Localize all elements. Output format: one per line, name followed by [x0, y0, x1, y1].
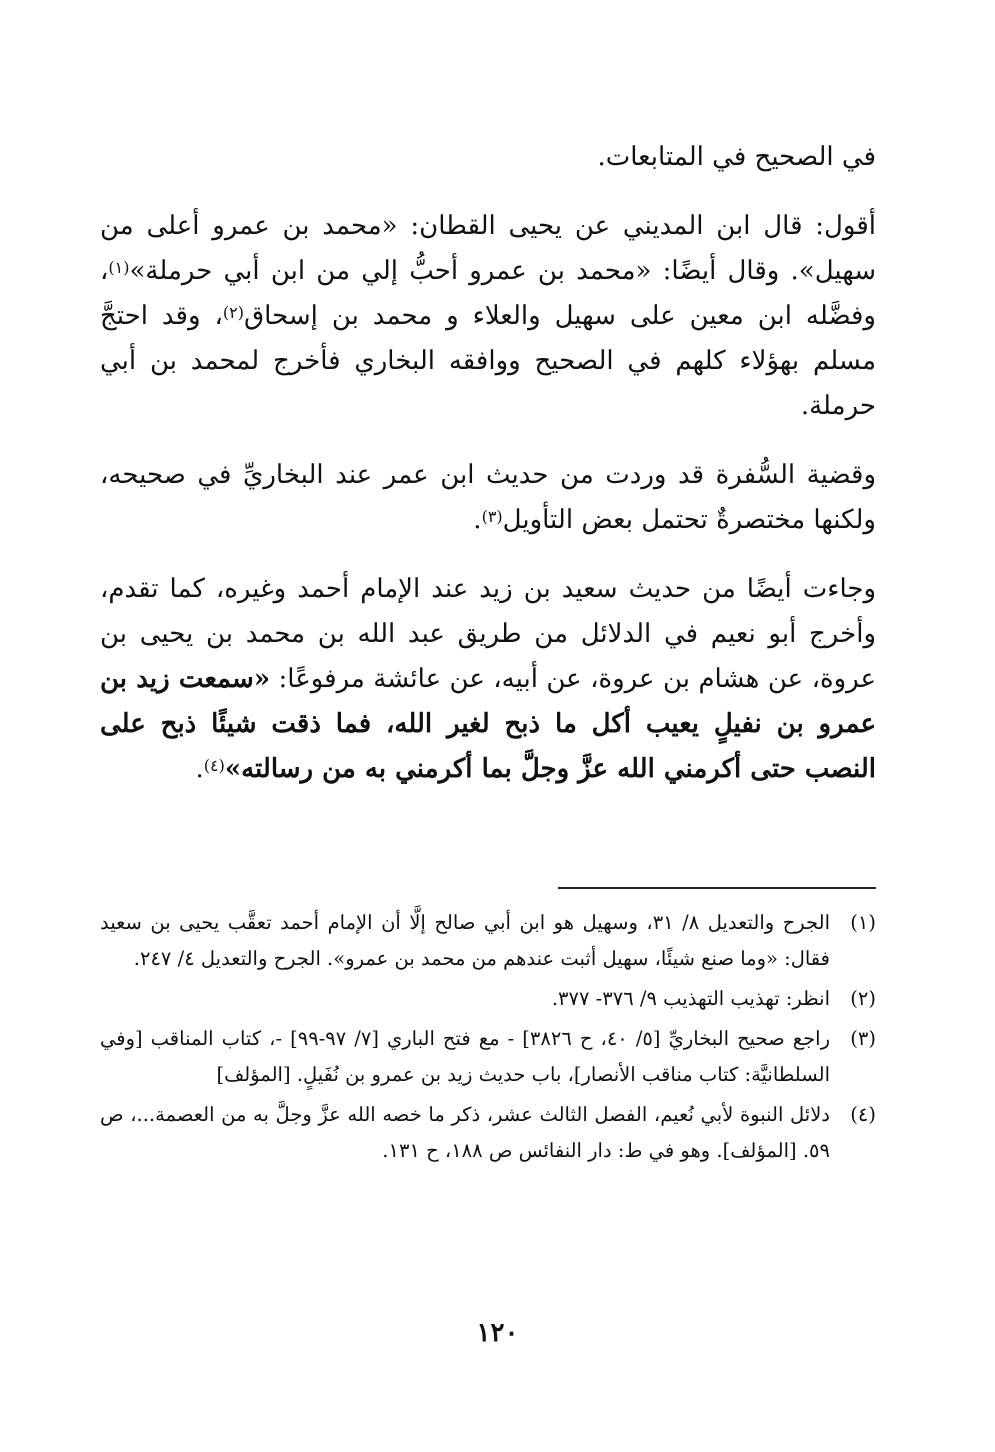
- footnote-reference: (٢): [222, 303, 244, 322]
- footnote-reference: (٣): [481, 507, 503, 526]
- paragraph: [100, 204, 876, 429]
- footnotes: [100, 905, 876, 1173]
- paragraph-text: في الصحيح في المتابعات.: [597, 142, 876, 172]
- footnote: [100, 981, 876, 1017]
- paragraph-text: أقول: قال ابن المديني عن يحيى القطان: «محمد بن عمرو أعلى من سهيل». وقال أيضًا: «محمد بن عمرو أحبُّ إلي من ابن أبي حرملة»: [100, 211, 876, 286]
- footnote-number: (٢): [850, 987, 876, 1010]
- paragraph-text: .: [473, 505, 482, 535]
- footnote-number: (١): [850, 911, 876, 934]
- quoted-hadith-text: «سمعت زيد بن عمرو بن نفيلٍ يعيب أكل ما ذبح لغير الله، فما ذقت شيئًا ذبح على النصب حتى أكرمني الله عزَّ وجلَّ بما أكرمني به من رسالته»: [100, 664, 876, 784]
- paragraph-text: وجاءت أيضًا من حديث سعيد بن زيد عند الإمام أحمد وغيره، كما تقدم، وأخرج أبو نعيم في الدلائل من طريق عبد الله بن محمد بن يحيى بن عروة، عن هشام بن عروة، عن أبيه، عن عائشة مرفوعًا:: [100, 574, 876, 694]
- page-number: ١٢٠: [476, 1318, 519, 1348]
- footnote-separator: [558, 887, 876, 889]
- footnote-text: دلائل النبوة لأبي نُعيم، الفصل الثالث عشر، ذكر ما خصه الله عزَّ وجلَّ به من العصمة...، ص ٥٩. [المؤلف]. وهو في ط: دار النفائس ص ١٨٨، ح ١٣١.: [100, 1103, 830, 1162]
- paragraph: [100, 135, 876, 180]
- paragraph: [100, 567, 876, 792]
- paragraph-text: ، وفضَّله ابن معين على سهيل والعلاء و محمد بن إسحاق: [100, 256, 876, 331]
- footnote-number: (٤): [850, 1103, 876, 1126]
- footnote-text: راجع صحيح البخاريِّ [٥/ ٤٠، ح ٣٨٢٦] - مع فتح الباري [٧/ ٩٧-٩٩] -، كتاب المناقب [وفي السلطانيَّة: كتاب مناقب الأنصار]، باب حديث زيد بن عمرو بن نُفَيلٍ. [المؤلف]: [100, 1027, 831, 1086]
- paragraph-text: ، وقد احتجَّ مسلم بهؤلاء كلهم في الصحيح ووافقه البخاري فأخرج لمحمد بن أبي حرملة.: [100, 301, 876, 421]
- paragraph: [100, 453, 876, 543]
- paragraph-text: .: [195, 754, 204, 784]
- footnote-text: الجرح والتعديل ٨/ ٣١، وسهيل هو ابن أبي صالح إلَّا أن الإمام أحمد تعقَّب يحيى بن سعيد فقال: «وما صنع شيئًا، سهيل أثبت عندهم من محمد بن عمرو». الجرح والتعديل ٤/ ٢٤٧.: [100, 911, 830, 970]
- footnote: [100, 1097, 876, 1169]
- footnote-number: (٣): [850, 1027, 876, 1050]
- paragraph-text: وقضية السُّفرة قد وردت من حديث ابن عمر عند البخاريِّ في صحيحه، ولكنها مختصرةٌ تحتمل بعض التأويل: [100, 460, 876, 535]
- footnote-reference: (١): [108, 258, 130, 277]
- page-content: [100, 135, 876, 1162]
- footnote-reference: (٤): [203, 756, 225, 775]
- footnote-text: انظر: تهذيب التهذيب ٩/ ٣٧٦- ٣٧٧.: [551, 987, 830, 1010]
- main-text: [100, 135, 876, 792]
- footnote: [100, 1021, 876, 1093]
- footnote: [100, 905, 876, 977]
